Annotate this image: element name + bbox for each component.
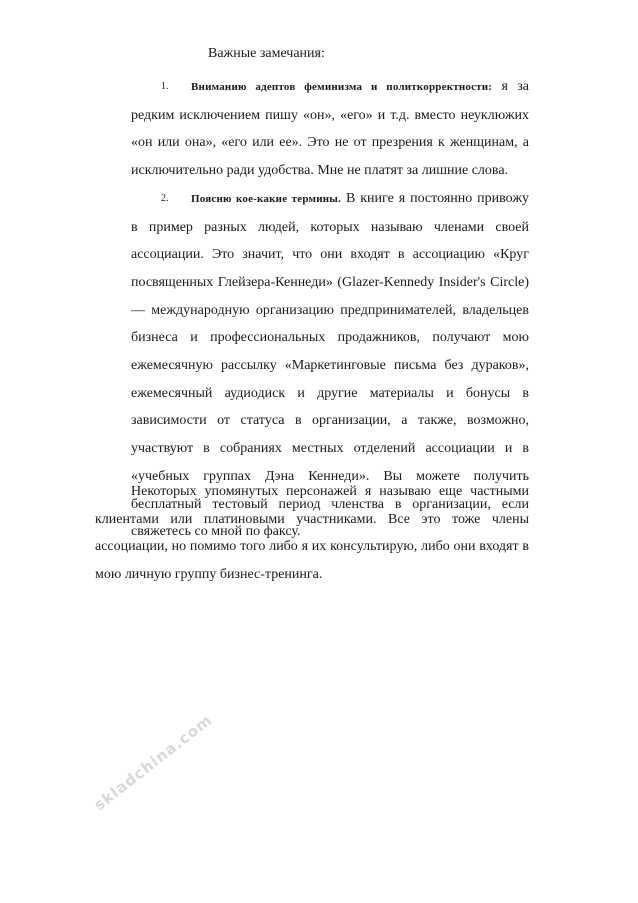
list-item-lead: Поясню кое-какие термины. — [191, 192, 342, 205]
watermark: skladchina.com — [90, 710, 216, 815]
list-item — [131, 73, 529, 185]
list-item-text: я за редким исключением пишу «он», «его» и т.д. вместо неуклюжих «он или она», «его или ее». Это не от презрения к женщинам, а исключительно ради удобства. Мне не платят за лишние слова. — [131, 79, 529, 179]
numbered-list — [131, 73, 529, 546]
section-title: Важные замечания: — [208, 46, 325, 61]
list-item-number: 1. — [161, 81, 169, 92]
list-item-number: 2. — [161, 192, 169, 204]
body-paragraph: Некоторых упомянутых персонажей я называю еще частными клиентами или платиновыми участниками. Все это тоже члены ассоциации, но помимо того либо я их консультирую, либо они входят в мою личную группу бизнес-тренинга. — [95, 484, 529, 583]
list-item-lead: Вниманию адептов феминизма и политкорректности: — [191, 81, 493, 93]
list-item-text: В книге я постоянно привожу в пример разных людей, которых называю членами своей ассоциации. Это значит, что они входят в ассоциацию «Круг посвященных Глейзера-Кеннеди» (Glazer-Kennedy Insider's Circle) — международную организацию предпринимателей, владельцев бизнеса и профессиональных продажников, получают мою ежемесячную рассылку «Маркетинговые письма без дураков», ежемесячный аудиодиск и другие материалы и бонусы в зависимости от статуса в организации, а также, возможно, участвуют в собраниях местных отделений ассоциации и в «учебных группах Дэна Кеннеди». Вы можете получить бесплатный тестовый период членства в организации, если свяжетесь со мной по факсу. — [131, 190, 529, 540]
